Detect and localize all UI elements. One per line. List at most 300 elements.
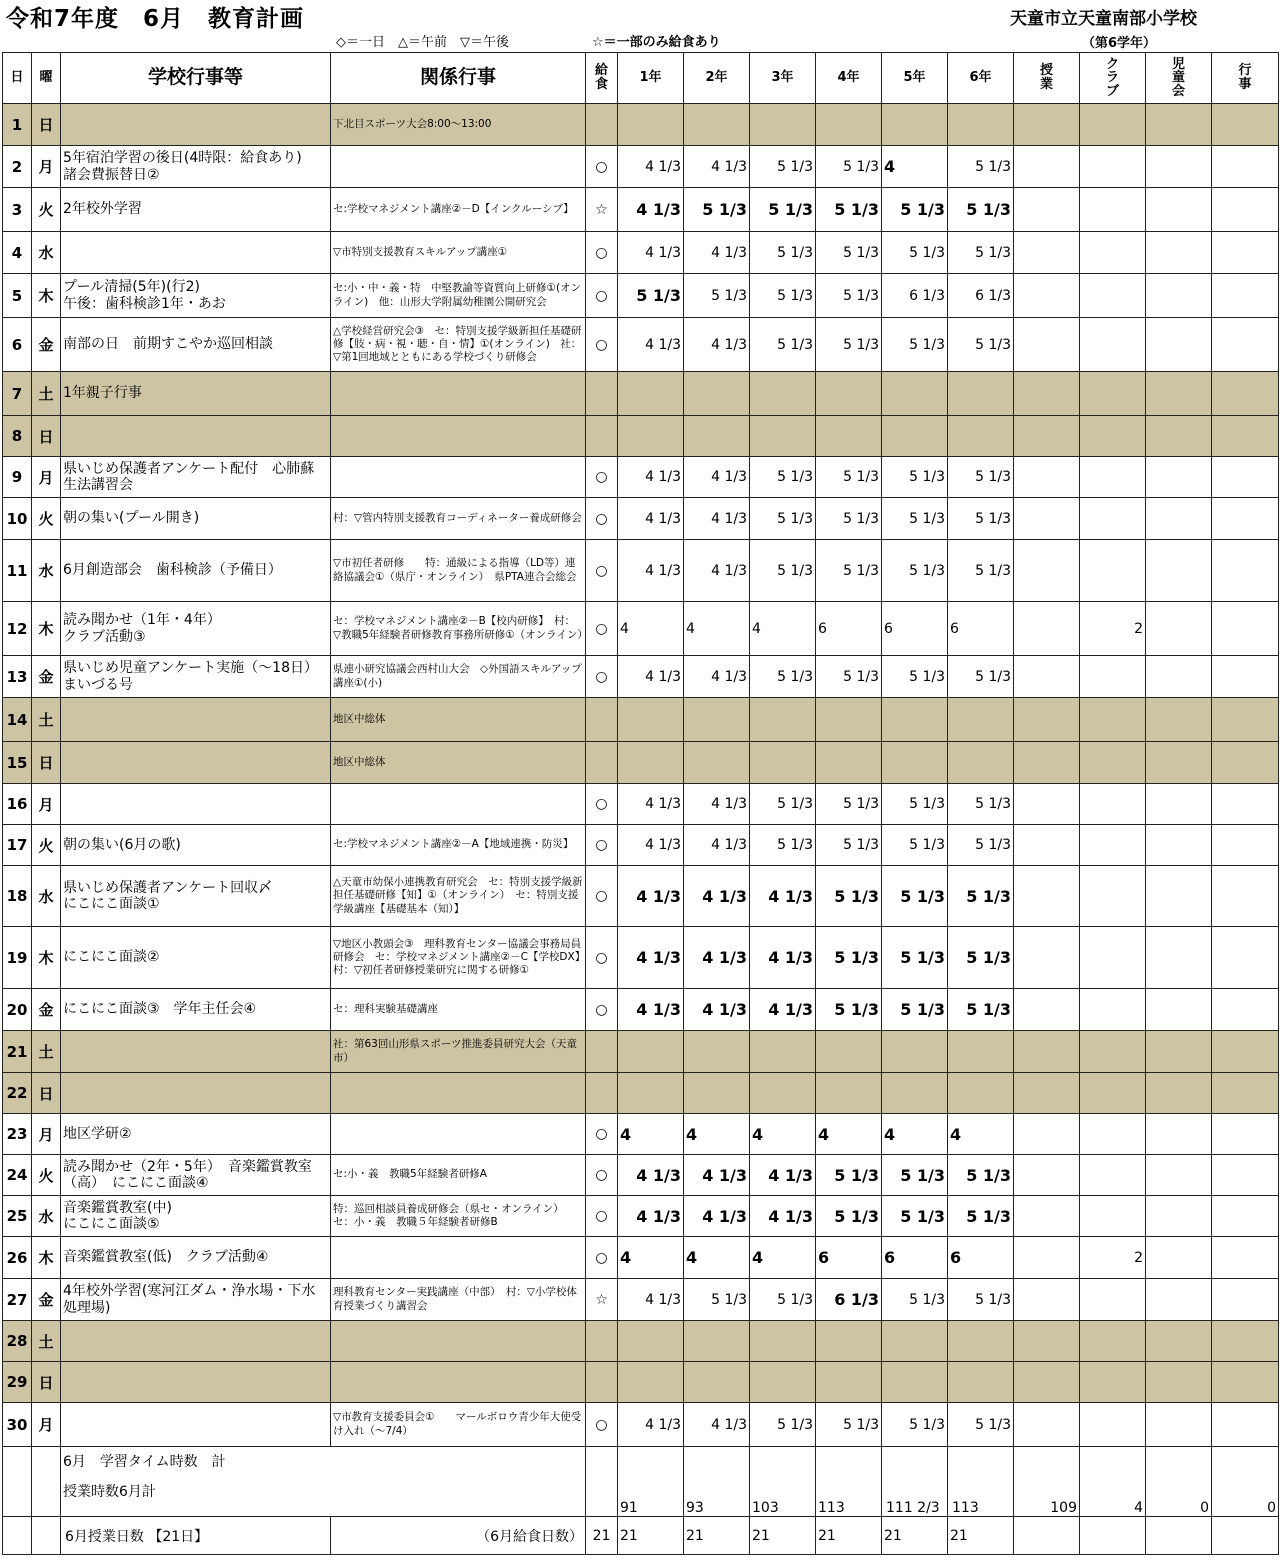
days-g5: 21 [882,1517,948,1555]
day-row [3,825,1279,866]
days-g6: 21 [948,1517,1014,1555]
class-hours-cell [1014,1403,1080,1447]
council-cell [1146,146,1212,188]
class-hours-cell [1014,602,1080,656]
grade-hours-cell: 5 1/3 [882,784,948,825]
class-hours-cell [1014,742,1080,784]
meal-cell [586,1362,618,1403]
grade-hours-cell: 5 1/3 [882,1196,948,1237]
summary-row [3,1447,1279,1517]
sum-g4: 113 [816,1447,882,1517]
day-row [3,698,1279,742]
council-cell [1146,104,1212,146]
class-hours-cell [1014,457,1080,498]
grade-hours-cell: 5 1/3 [816,498,882,540]
related-event-cell: ▽市特別支援教育スキルアップ講座① [331,232,586,274]
grade-hours-cell [684,1321,750,1362]
day-row [3,232,1279,274]
event-cell: 音楽鑑賞教室(中) にこにこ面談⑤ [61,1196,331,1237]
grade-hours-cell [816,1073,882,1114]
grade-hours-cell: 5 1/3 [882,866,948,927]
sum-g1: 91 [618,1447,684,1517]
meal-cell: ☆ [586,188,618,232]
club-hours-cell [1080,104,1146,146]
grade-hours-cell: 4 1/3 [750,989,816,1031]
schedule-table [2,52,1279,1555]
event-cell: 読み聞かせ（2年・5年） 音楽鑑賞教室（高） にこにこ面談④ [61,1155,331,1196]
meal-cell: ○ [586,498,618,540]
event-hours-cell [1212,1031,1279,1073]
grade-hours-cell [948,1321,1014,1362]
grade-hours-cell [618,1362,684,1403]
grade-hours-cell: 4 1/3 [618,1196,684,1237]
related-event-cell: ▽市教育支援委員会① マールボロウ青少年大使受け入れ（～7/4） [331,1403,586,1447]
grade-hours-cell [882,416,948,457]
event-cell: にこにこ面談② [61,927,331,989]
meal-cell [586,104,618,146]
meal-cell: ○ [586,602,618,656]
grade-hours-cell: 6 [948,602,1014,656]
council-cell [1146,232,1212,274]
days-g3: 21 [750,1517,816,1555]
day-row [3,416,1279,457]
event-cell: 南部の日 前期すこやか巡回相談 [61,318,331,372]
grade-hours-cell: 4 [882,1114,948,1155]
col-meal: 給食 [586,53,618,104]
grade-hours-cell: 5 1/3 [882,825,948,866]
grade-hours-cell: 4 1/3 [750,866,816,927]
grade-hours-cell: 6 [882,602,948,656]
weekday-cell: 水 [32,866,61,927]
grade-hours-cell [816,104,882,146]
day-row [3,188,1279,232]
grade-hours-cell [684,1362,750,1403]
council-cell [1146,698,1212,742]
grade-hours-cell: 4 1/3 [750,1196,816,1237]
grade-hours-cell: 4 1/3 [684,498,750,540]
club-hours-cell [1080,372,1146,416]
grade-hours-cell [750,698,816,742]
grade-hours-cell: 4 1/3 [684,318,750,372]
club-hours-cell [1080,1073,1146,1114]
time-legend: ◇＝一日 △＝午前 ▽＝午後 [336,35,509,50]
club-hours-cell [1080,698,1146,742]
related-event-cell: セ：理科実験基礎講座 [331,989,586,1031]
class-hours-cell [1014,274,1080,318]
grade-hours-cell: 4 [618,1237,684,1279]
day-row [3,602,1279,656]
class-hours-cell [1014,372,1080,416]
grade-hours-cell: 5 1/3 [948,1279,1014,1321]
grade-hours-cell [618,372,684,416]
club-hours-cell [1080,825,1146,866]
sum-g5: 111 2/3 [882,1447,948,1517]
grade-hours-cell: 5 1/3 [948,457,1014,498]
grade-hours-cell: 5 1/3 [684,1279,750,1321]
event-hours-cell [1212,540,1279,602]
council-cell [1146,784,1212,825]
grade-hours-cell: 5 1/3 [816,188,882,232]
club-hours-cell [1080,540,1146,602]
council-cell [1146,372,1212,416]
summary-label-1: 6月 学習タイム時数 計 [63,1454,226,1470]
day-cell: 4 [3,232,32,274]
day-cell: 23 [3,1114,32,1155]
meal-cell: ○ [586,1403,618,1447]
grade-hours-cell [750,104,816,146]
grade-hours-cell [618,1073,684,1114]
grade-hours-cell: 4 1/3 [618,540,684,602]
club-hours-cell [1080,274,1146,318]
grade-hours-cell [618,1031,684,1073]
class-hours-cell [1014,1237,1080,1279]
club-hours-cell [1080,232,1146,274]
weekday-cell: 日 [32,104,61,146]
weekday-cell: 日 [32,742,61,784]
weekday-cell: 火 [32,498,61,540]
related-event-cell: 特：巡回相談員養成研修会（県セ・オンライン） セ：小・義 教職５年経験者研修B [331,1196,586,1237]
day-cell: 3 [3,188,32,232]
club-hours-cell [1080,1279,1146,1321]
grade-hours-cell: 4 [750,1114,816,1155]
event-cell: 県いじめ保護者アンケート回収〆 にこにこ面談① [61,866,331,927]
event-cell [61,232,331,274]
related-event-cell: ▽市初任者研修 特：通級による指導（LD等）連絡協議会①（県庁・オンライン） 県PTA連合会総会 [331,540,586,602]
grade-hours-cell [948,416,1014,457]
weekday-cell: 日 [32,1073,61,1114]
event-cell: 県いじめ保護者アンケート配付 心肺蘇生法講習会 [61,457,331,498]
grade-hours-cell: 4 1/3 [684,1196,750,1237]
related-event-cell: 理科教育センター実践講座（中部） 村：▽小学校体育授業づくり講習会 [331,1279,586,1321]
council-cell [1146,742,1212,784]
grade-hours-cell: 5 1/3 [816,825,882,866]
event-hours-cell [1212,232,1279,274]
grade-hours-cell [882,742,948,784]
weekday-cell: 水 [32,540,61,602]
day-cell: 1 [3,104,32,146]
event-cell: 読み聞かせ（1年・4年） クラブ活動③ [61,602,331,656]
class-hours-cell [1014,825,1080,866]
class-hours-cell [1014,104,1080,146]
sum-g2: 93 [684,1447,750,1517]
day-cell: 19 [3,927,32,989]
meal-cell: ○ [586,656,618,698]
grade-hours-cell: 4 1/3 [618,1279,684,1321]
day-row [3,1073,1279,1114]
sum-council: 0 [1146,1447,1212,1517]
grade-hours-cell [684,1073,750,1114]
day-cell: 12 [3,602,32,656]
weekday-cell: 木 [32,274,61,318]
council-cell [1146,825,1212,866]
grade-hours-cell: 5 1/3 [882,498,948,540]
class-hours-cell [1014,1196,1080,1237]
related-event-cell: 地区中総体 [331,698,586,742]
grade-hours-cell: 6 1/3 [948,274,1014,318]
day-cell: 24 [3,1155,32,1196]
club-hours-cell [1080,1114,1146,1155]
grade-hours-cell: 5 1/3 [750,146,816,188]
club-hours-cell [1080,1321,1146,1362]
event-cell: プール清掃(5年)(行2) 午後：歯科検診1年・あお [61,274,331,318]
grade-hours-cell: 5 1/3 [948,540,1014,602]
day-row [3,1114,1279,1155]
grade-hours-cell [684,416,750,457]
event-cell: 県いじめ児童アンケート実施（～18日） まいづる号 [61,656,331,698]
class-hours-cell [1014,1114,1080,1155]
event-hours-cell [1212,1362,1279,1403]
weekday-cell: 日 [32,1362,61,1403]
event-cell [61,784,331,825]
grade-hours-cell: 5 1/3 [816,1403,882,1447]
weekday-cell: 金 [32,656,61,698]
council-cell [1146,602,1212,656]
day-row [3,274,1279,318]
grade-hours-cell [816,742,882,784]
day-cell: 6 [3,318,32,372]
col-day: 日 [3,53,32,104]
event-cell [61,1403,331,1447]
col-g1: 1年 [618,53,684,104]
grade-hours-cell: 5 1/3 [882,540,948,602]
weekday-cell: 日 [32,416,61,457]
days-g2: 21 [684,1517,750,1555]
class-hours-cell [1014,1155,1080,1196]
grade-hours-cell: 5 1/3 [948,1196,1014,1237]
weekday-cell: 火 [32,825,61,866]
day-row [3,1155,1279,1196]
grade-hours-cell: 5 1/3 [750,274,816,318]
meal-cell: ☆ [586,1279,618,1321]
council-cell [1146,498,1212,540]
day-row [3,457,1279,498]
grade-hours-cell: 4 1/3 [618,825,684,866]
class-hours-cell [1014,498,1080,540]
col-related: 関係行事 [331,53,586,104]
grade-hours-cell: 5 1/3 [882,318,948,372]
grade-hours-cell: 5 1/3 [750,318,816,372]
class-hours-cell [1014,232,1080,274]
day-row [3,1321,1279,1362]
council-cell [1146,1237,1212,1279]
class-hours-cell [1014,989,1080,1031]
day-cell: 17 [3,825,32,866]
weekday-cell: 月 [32,1403,61,1447]
day-cell: 14 [3,698,32,742]
grade-hours-cell: 5 1/3 [750,1403,816,1447]
event-cell [61,1321,331,1362]
club-hours-cell [1080,866,1146,927]
related-event-cell: ▽地区小教頭会③ 理科教育センター協議会事務局員研修会 セ：学校マネジメント講座②－C【学校DX】 村：▽初任者研修授業研究に関する研修① [331,927,586,989]
event-hours-cell [1212,1321,1279,1362]
event-hours-cell [1212,602,1279,656]
grade-hours-cell: 4 [750,602,816,656]
grade-hours-cell: 4 1/3 [618,866,684,927]
col-g6: 6年 [948,53,1014,104]
grade-hours-cell: 5 1/3 [882,927,948,989]
weekday-cell: 月 [32,457,61,498]
club-hours-cell [1080,1031,1146,1073]
grade-hours-cell: 4 1/3 [618,656,684,698]
event-cell [61,698,331,742]
grade-hours-cell: 5 1/3 [750,1279,816,1321]
related-event-cell [331,457,586,498]
class-hours-cell [1014,416,1080,457]
council-cell [1146,1279,1212,1321]
related-event-cell: 社：第63回山形県スポーツ推進委員研究大会（天童市） [331,1031,586,1073]
meal-days: 21 [586,1517,618,1555]
event-hours-cell [1212,742,1279,784]
col-g5: 5年 [882,53,948,104]
grade-hours-cell: 6 1/3 [816,1279,882,1321]
meal-cell [586,698,618,742]
grade-hours-cell: 4 [684,602,750,656]
event-cell: 1年親子行事 [61,372,331,416]
weekday-cell: 水 [32,1196,61,1237]
weekday-cell: 木 [32,602,61,656]
event-hours-cell [1212,989,1279,1031]
day-cell: 7 [3,372,32,416]
related-event-cell: 下北目スポーツ大会8:00～13:00 [331,104,586,146]
council-cell [1146,656,1212,698]
event-cell [61,416,331,457]
grade-hours-cell: 5 1/3 [816,784,882,825]
club-hours-cell [1080,1196,1146,1237]
related-event-cell: 村：▽管内特別支援教育コーディネーター養成研修会 [331,498,586,540]
grade-hours-cell [882,372,948,416]
weekday-cell: 金 [32,318,61,372]
grade-hours-cell [750,1073,816,1114]
class-hours-cell [1014,1321,1080,1362]
page-title: 令和7年度 6月 教育計画 [6,6,305,32]
summary-labels [61,1447,586,1517]
event-hours-cell [1212,274,1279,318]
event-hours-cell [1212,784,1279,825]
meal-cell: ○ [586,1237,618,1279]
day-row [3,1279,1279,1321]
grade-hours-cell [882,104,948,146]
event-cell: 2年校外学習 [61,188,331,232]
event-hours-cell [1212,188,1279,232]
day-cell: 9 [3,457,32,498]
class-hours-cell [1014,1073,1080,1114]
grade-hours-cell: 4 1/3 [618,232,684,274]
grade-hours-cell [948,1031,1014,1073]
club-hours-cell [1080,416,1146,457]
class-hours-cell [1014,146,1080,188]
grade-hours-cell: 5 1/3 [948,866,1014,927]
grade-hours-cell: 5 1/3 [948,784,1014,825]
club-hours-cell [1080,188,1146,232]
sum-class: 109 [1014,1447,1080,1517]
council-cell [1146,927,1212,989]
club-hours-cell [1080,742,1146,784]
grade-hours-cell: 4 1/3 [750,927,816,989]
day-cell: 26 [3,1237,32,1279]
sum-g6: 113 [948,1447,1014,1517]
grade-hours-cell: 4 1/3 [750,1155,816,1196]
grade-hours-cell: 4 1/3 [684,989,750,1031]
meal-cell: ○ [586,1155,618,1196]
club-hours-cell [1080,1403,1146,1447]
club-hours-cell [1080,498,1146,540]
grade-hours-cell: 4 1/3 [684,784,750,825]
meal-cell [586,1031,618,1073]
grade-hours-cell: 4 [882,146,948,188]
grade-hours-cell [684,742,750,784]
day-cell: 30 [3,1403,32,1447]
grade-hours-cell [684,104,750,146]
grade-hours-cell: 6 1/3 [882,274,948,318]
grade-hours-cell: 6 [816,602,882,656]
grade-hours-cell [618,416,684,457]
class-hours-cell [1014,698,1080,742]
grade-hours-cell: 5 1/3 [948,188,1014,232]
council-cell [1146,1031,1212,1073]
grade-hours-cell [750,1362,816,1403]
class-hours-cell [1014,1279,1080,1321]
grade-hours-cell: 4 1/3 [618,498,684,540]
event-cell: 音楽鑑賞教室(低) クラブ活動④ [61,1237,331,1279]
meal-cell [586,1073,618,1114]
day-cell: 16 [3,784,32,825]
council-cell [1146,1073,1212,1114]
day-cell: 25 [3,1196,32,1237]
council-cell [1146,989,1212,1031]
event-hours-cell [1212,498,1279,540]
grade-hours-cell: 5 1/3 [816,274,882,318]
grade-hours-cell: 5 1/3 [816,1155,882,1196]
day-row [3,656,1279,698]
col-events: 学校行事等 [61,53,331,104]
related-event-cell: 県連小研究協議会西村山大会 ◇外国語スキルアップ講座①(小) [331,656,586,698]
event-cell: 朝の集い(6月の歌) [61,825,331,866]
weekday-cell: 土 [32,1321,61,1362]
council-cell [1146,540,1212,602]
days-label: 6月授業日数 【21日】 [61,1517,331,1555]
meal-cell: ○ [586,540,618,602]
grade-hours-cell: 4 1/3 [684,232,750,274]
grade-label: （第6学年） [1082,36,1157,51]
grade-hours-cell: 4 1/3 [618,1155,684,1196]
class-hours-cell [1014,318,1080,372]
day-row [3,104,1279,146]
weekday-cell: 土 [32,698,61,742]
council-cell [1146,188,1212,232]
day-row [3,1237,1279,1279]
grade-hours-cell: 5 1/3 [816,866,882,927]
related-event-cell [331,1321,586,1362]
grade-hours-cell: 4 [618,602,684,656]
grade-hours-cell: 4 1/3 [684,825,750,866]
grade-hours-cell: 4 1/3 [684,656,750,698]
council-cell [1146,1196,1212,1237]
day-cell: 13 [3,656,32,698]
event-hours-cell [1212,1155,1279,1196]
event-hours-cell [1212,927,1279,989]
grade-hours-cell: 5 1/3 [882,989,948,1031]
grade-hours-cell: 5 1/3 [816,318,882,372]
day-cell: 11 [3,540,32,602]
grade-hours-cell: 5 1/3 [750,498,816,540]
grade-hours-cell: 5 1/3 [948,825,1014,866]
event-hours-cell [1212,1114,1279,1155]
meal-cell: ○ [586,318,618,372]
related-event-cell [331,372,586,416]
weekday-cell: 金 [32,1279,61,1321]
grade-hours-cell [750,1031,816,1073]
col-class: 授業 [1014,53,1080,104]
